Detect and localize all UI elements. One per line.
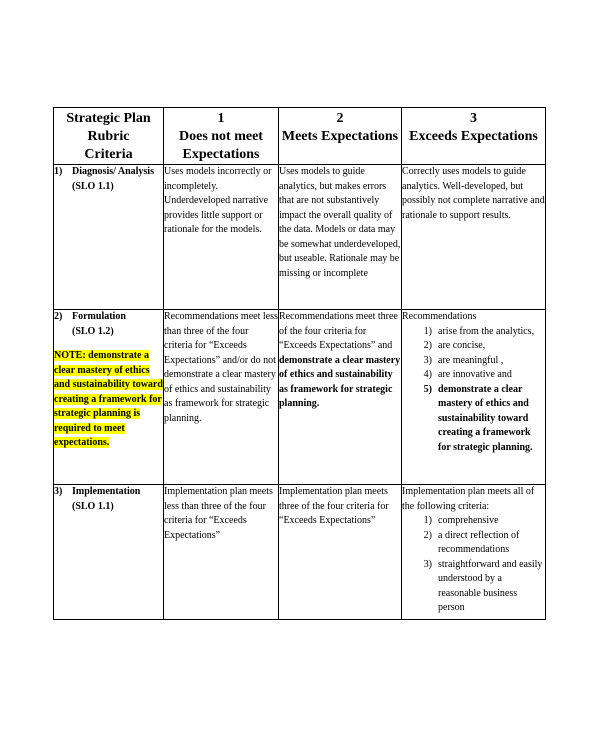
does-not-meet-cell: Uses models incorrectly or incompletely. Underdeveloped narrative provides little support or rationale for the models. [164, 165, 279, 310]
column-label: Does not meet Expectations [179, 129, 263, 162]
list-item [402, 339, 545, 354]
note-highlight [54, 349, 163, 451]
list-text: straightforward and easily understood by a reasonable business person [438, 558, 543, 613]
criterion-number: 2) [54, 311, 63, 322]
does-not-meet-cell: Recommendations meet less than three of the four criteria for “Exceeds Expectations” and/or do not demonstrate a clear mastery of ethics and sustainability as framework for strategic planning. [164, 310, 279, 485]
exceeds-intro: Implementation plan meets all of the following criteria: [402, 486, 535, 512]
criterion-number: 3) [54, 486, 63, 497]
list-item [402, 368, 545, 383]
criteria-header-line: Strategic Plan [66, 111, 151, 126]
list-number: 5) [423, 383, 432, 395]
meets-bold-text: demonstrate a clear mastery of ethics and sustainability as framework for strategic planning. [279, 354, 401, 409]
column-label: Exceeds Expectations [409, 129, 538, 144]
exceeds-list [402, 514, 545, 616]
column-number: 3 [470, 111, 477, 126]
meets-cell: Implementation plan meets three of the four criteria for “Exceeds Expectations” [279, 485, 402, 620]
list-number: 2) [423, 529, 432, 541]
criterion-number: 1) [54, 166, 63, 177]
table-row [54, 485, 546, 620]
criterion-title: Diagnosis/ Analysis [72, 166, 154, 177]
criteria-header [54, 108, 164, 165]
list-text: comprehensive [438, 515, 499, 526]
criterion-heading [54, 485, 163, 500]
exceeds-intro: Recommendations [402, 311, 477, 322]
list-number: 4) [423, 369, 432, 380]
meets-cell: Uses models to guide analytics, but makes errors that are not substantively impact the overall quality of the data. Models or data may be somewhat underdeveloped, but useable. Rationale may be missing or incomplete [279, 165, 402, 310]
criterion-cell [54, 485, 164, 620]
criterion-title: Formulation [72, 311, 126, 322]
criterion-slo: (SLO 1.2) [72, 325, 114, 337]
list-text: demonstrate a clear mastery of ethics and sustainability toward creating a framework for strategic planning. [438, 383, 533, 453]
criterion-heading [54, 310, 163, 325]
criteria-header-line: Rubric [87, 129, 130, 144]
exceeds-list [402, 325, 545, 456]
column-number: 1 [217, 111, 225, 126]
list-number: 2) [423, 340, 432, 351]
list-item [402, 325, 545, 340]
note-text: NOTE: demonstrate a clear mastery of ethics and sustainability toward creating a framework for strategic planning is required to meet expectations. [54, 350, 163, 448]
list-text: arise from the analytics, [438, 325, 535, 337]
list-item [402, 558, 545, 616]
list-number: 1) [423, 325, 432, 337]
list-text: a direct reflection of recommendations [438, 529, 520, 555]
criterion-slo: (SLO 1.1) [72, 180, 114, 192]
meets-text: Recommendations meet three of the four criteria for “Exceeds Expectations” and [279, 311, 398, 351]
list-item [402, 514, 545, 529]
criterion-heading [54, 165, 163, 180]
exceeds-cell: Correctly uses models to guide analytics. Well-developed, but possibly not complete narrative and rationale to support results. [402, 165, 546, 310]
header-row [54, 108, 546, 165]
list-item [402, 529, 545, 558]
list-text: are concise, [438, 340, 486, 351]
table-row [54, 310, 546, 485]
column-number: 2 [336, 111, 344, 126]
rubric-table [53, 107, 546, 620]
list-text: are meaningful , [438, 354, 504, 366]
criteria-header-line: Criteria [84, 147, 133, 162]
list-number: 1) [423, 515, 432, 526]
does-not-meet-cell: Implementation plan meets less than three of the four criteria for “Exceeds Expectations” [164, 485, 279, 620]
list-text: are innovative and [438, 369, 512, 380]
exceeds-cell [402, 485, 546, 620]
list-number: 3) [423, 558, 432, 570]
column-header-2 [279, 108, 402, 165]
criterion-cell [54, 165, 164, 310]
list-item [402, 383, 545, 456]
criterion-cell [54, 310, 164, 485]
table-row [54, 165, 546, 310]
list-number: 3) [423, 354, 432, 366]
list-item [402, 354, 545, 369]
column-header-1 [164, 108, 279, 165]
column-label: Meets Expectations [281, 129, 399, 144]
column-header-3 [402, 108, 546, 165]
criterion-title: Implementation [72, 486, 141, 497]
criterion-slo: (SLO 1.1) [72, 500, 114, 512]
exceeds-cell [402, 310, 546, 485]
meets-cell [279, 310, 402, 485]
